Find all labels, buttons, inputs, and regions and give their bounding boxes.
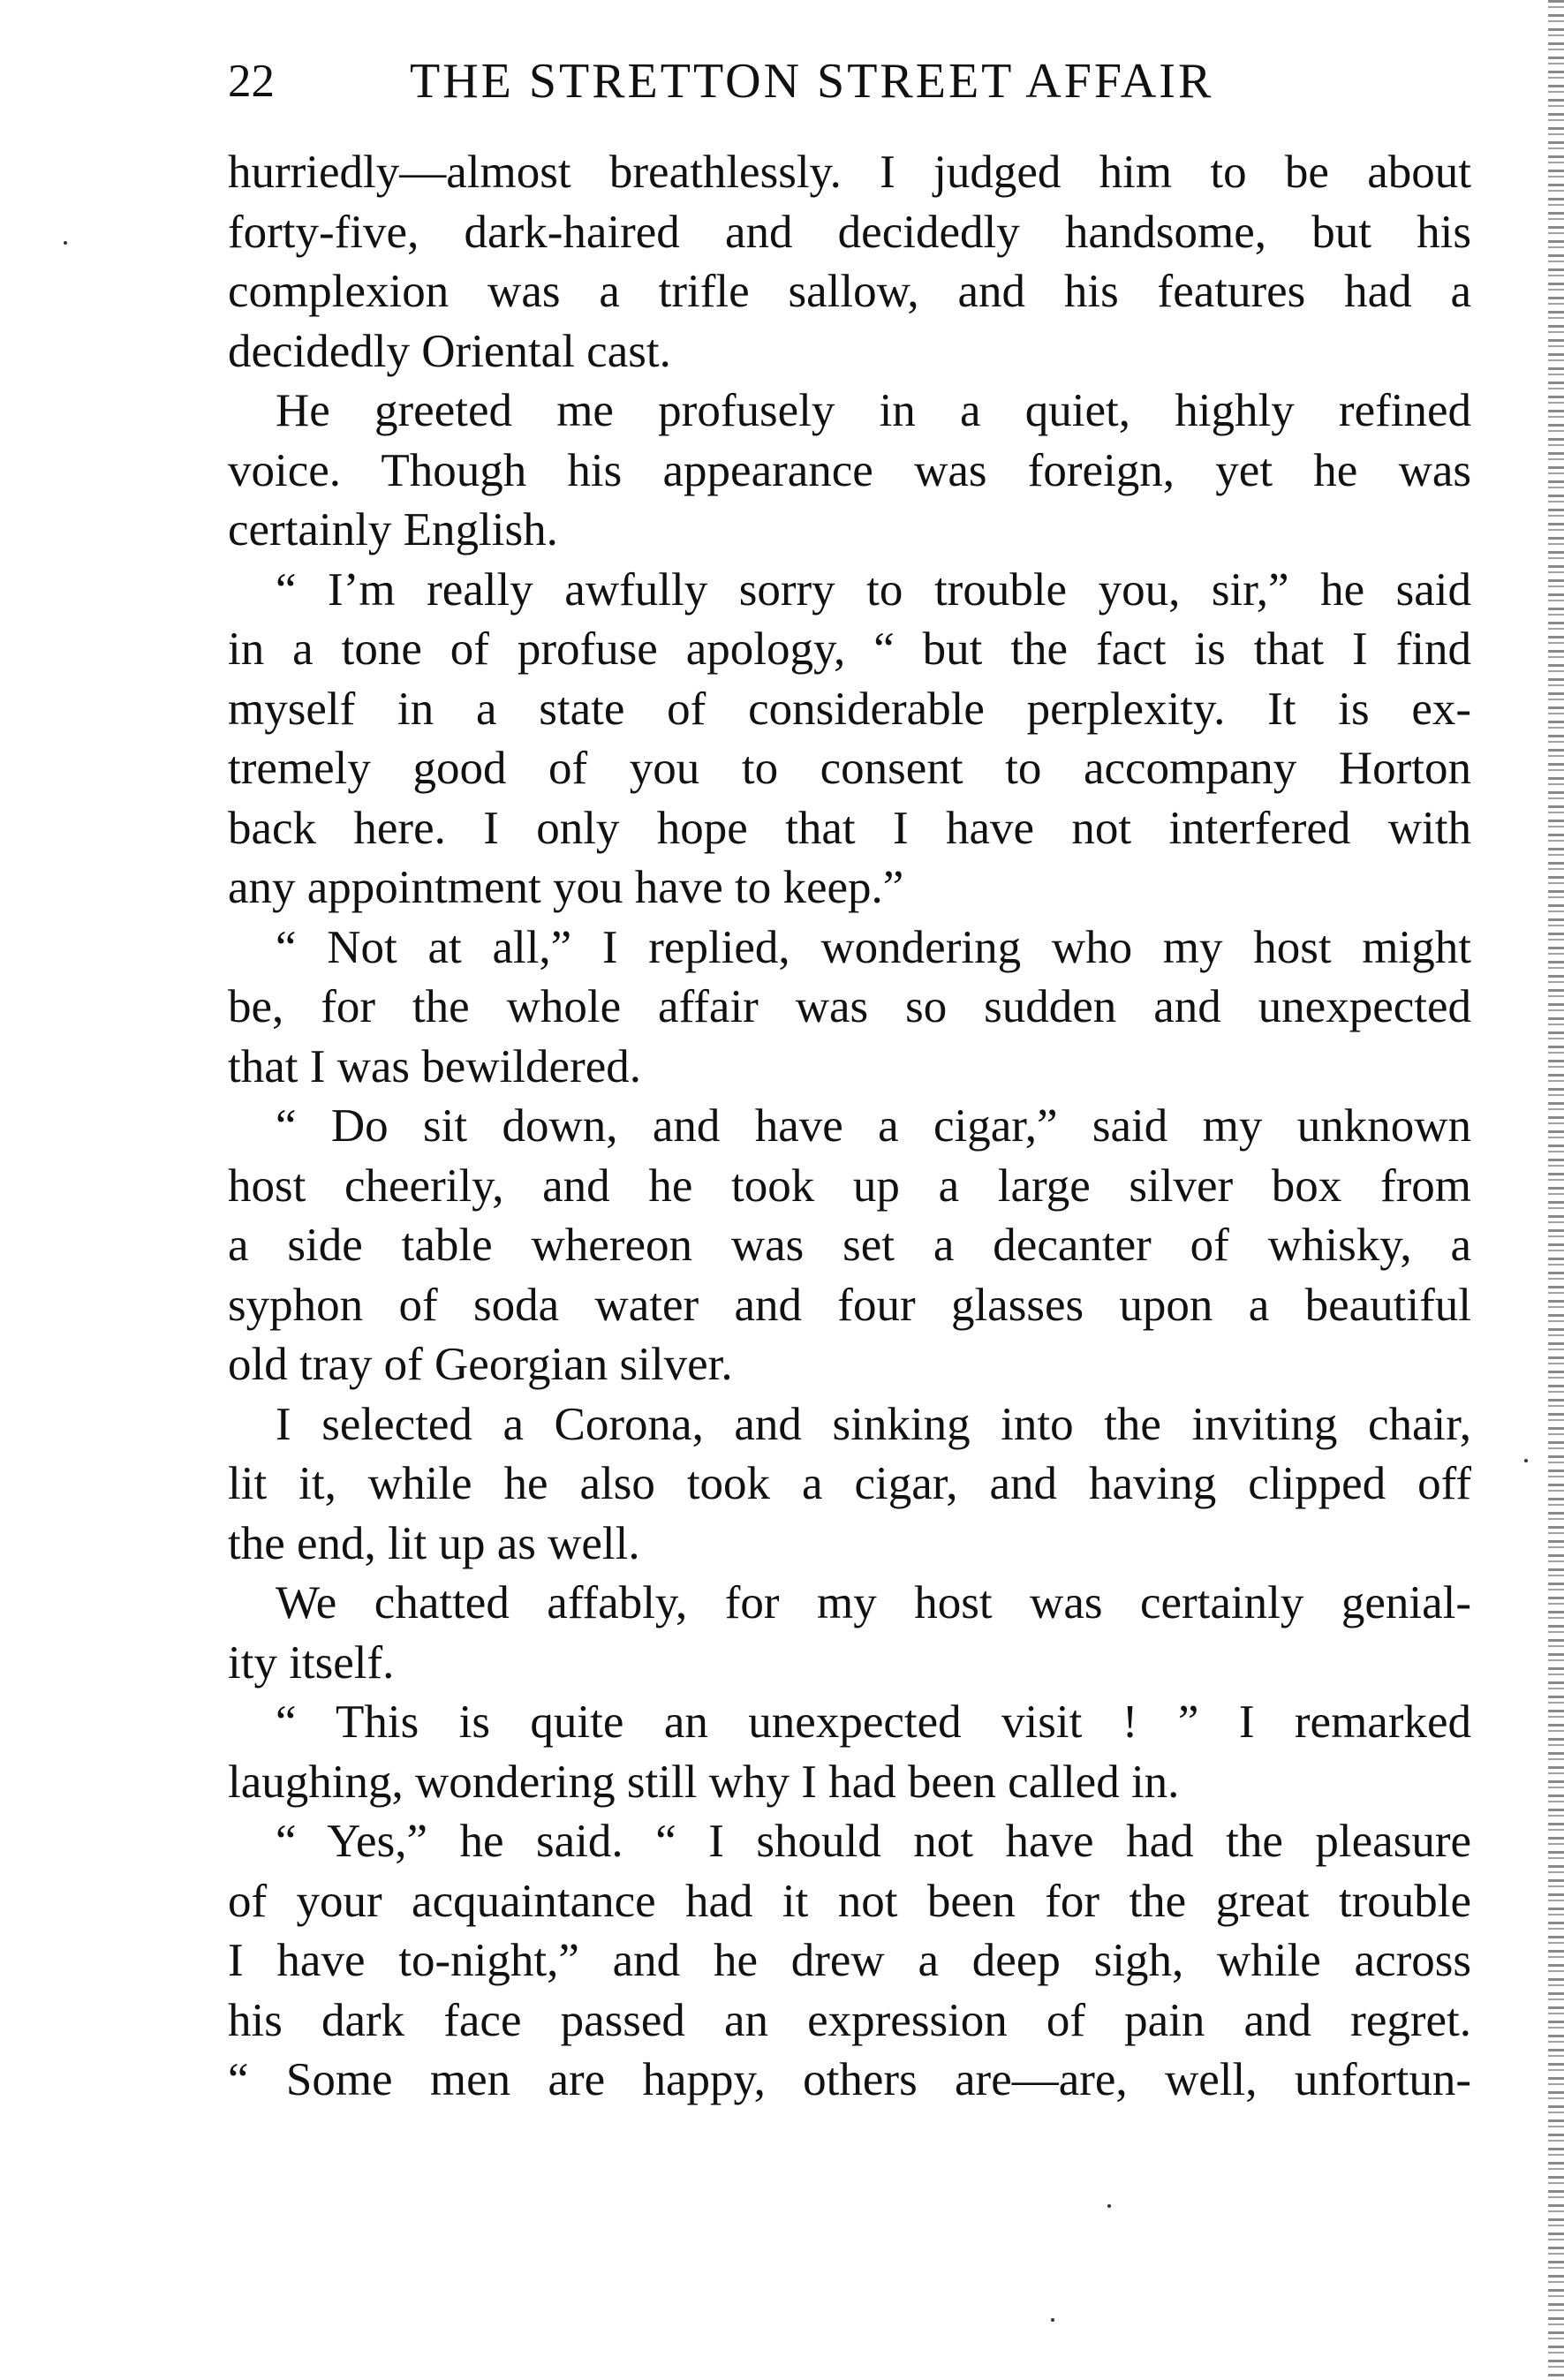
text-line: be, for the whole affair was so sudden and unexpected <box>228 981 1471 1032</box>
text-line: a side table whereon was set a decanter of whisky, a <box>228 1220 1471 1271</box>
text-line: tremely good of you to consent to accompany Horton <box>228 743 1471 794</box>
text-line: in a tone of profuse apology, “ but the fact is that I find <box>228 623 1471 675</box>
page-header <box>228 48 1482 115</box>
text-line: certainly English. <box>228 504 558 555</box>
text-line: He greeted me profusely in a quiet, highly refined <box>276 385 1471 436</box>
text-line: We chatted affably, for my host was certainly genial- <box>276 1577 1471 1628</box>
paper-speck <box>1107 2204 1111 2208</box>
text-line: laughing, wondering still why I had been called in. <box>228 1756 1180 1808</box>
text-line: I selected a Corona, and sinking into the inviting chair, <box>276 1398 1471 1450</box>
text-line: complexion was a trifle sallow, and his features had a <box>228 266 1471 317</box>
text-line: syphon of soda water and four glasses upon a beautiful <box>228 1279 1471 1331</box>
text-line: “ This is quite an unexpected visit ! ” I remarked <box>276 1696 1471 1748</box>
paper-speck <box>1051 2318 1054 2322</box>
text-line: “ Yes,” he said. “ I should not have had the pleasure <box>276 1816 1471 1867</box>
text-line: that I was bewildered. <box>228 1040 641 1092</box>
text-line: of your acquaintance had it not been for the great trouble <box>228 1875 1471 1927</box>
text-line: “ Do sit down, and have a cigar,” said my unknown <box>276 1100 1471 1152</box>
text-line: decidedly Oriental cast. <box>228 325 671 377</box>
page-binding-edge <box>1548 0 1564 2380</box>
text-line: his dark face passed an expression of pain and regret. <box>228 1994 1471 2046</box>
text-line: “ I’m really awfully sorry to trouble you, sir,” he said <box>276 563 1471 616</box>
text-line: forty-five, dark-haired and decidedly handsome, but his <box>228 206 1471 258</box>
text-line: voice. Though his appearance was foreign, yet he was <box>228 444 1471 496</box>
text-line: “ Not at all,” I replied, wondering who my host might <box>276 921 1471 973</box>
paper-speck <box>1524 1459 1528 1462</box>
text-line: old tray of Georgian silver. <box>228 1339 733 1390</box>
text-line: “ Some men are happy, others are—are, well, unfortun- <box>228 2054 1471 2105</box>
text-line: any appointment you have to keep.” <box>228 862 904 913</box>
text-line: lit it, while he also took a cigar, and having clipped off <box>228 1458 1471 1509</box>
text-line: the end, lit up as well. <box>228 1517 640 1569</box>
text-line: I have to-night,” and he drew a deep sigh, while across <box>228 1935 1471 1986</box>
body-text <box>228 143 1471 2111</box>
text-line: hurriedly—almost breathlessly. I judged him to be about <box>228 147 1471 198</box>
text-line: ity itself. <box>228 1636 395 1689</box>
running-head: THE STRETTON STREET AFFAIR <box>410 54 1214 109</box>
text-line: myself in a state of considerable perplexity. It is ex- <box>228 683 1471 735</box>
text-line: host cheerily, and he took up a large silver box from <box>228 1160 1471 1212</box>
page-number: 22 <box>228 56 275 107</box>
paper-speck <box>64 241 67 245</box>
text-line: back here. I only hope that I have not interfered with <box>228 802 1471 854</box>
